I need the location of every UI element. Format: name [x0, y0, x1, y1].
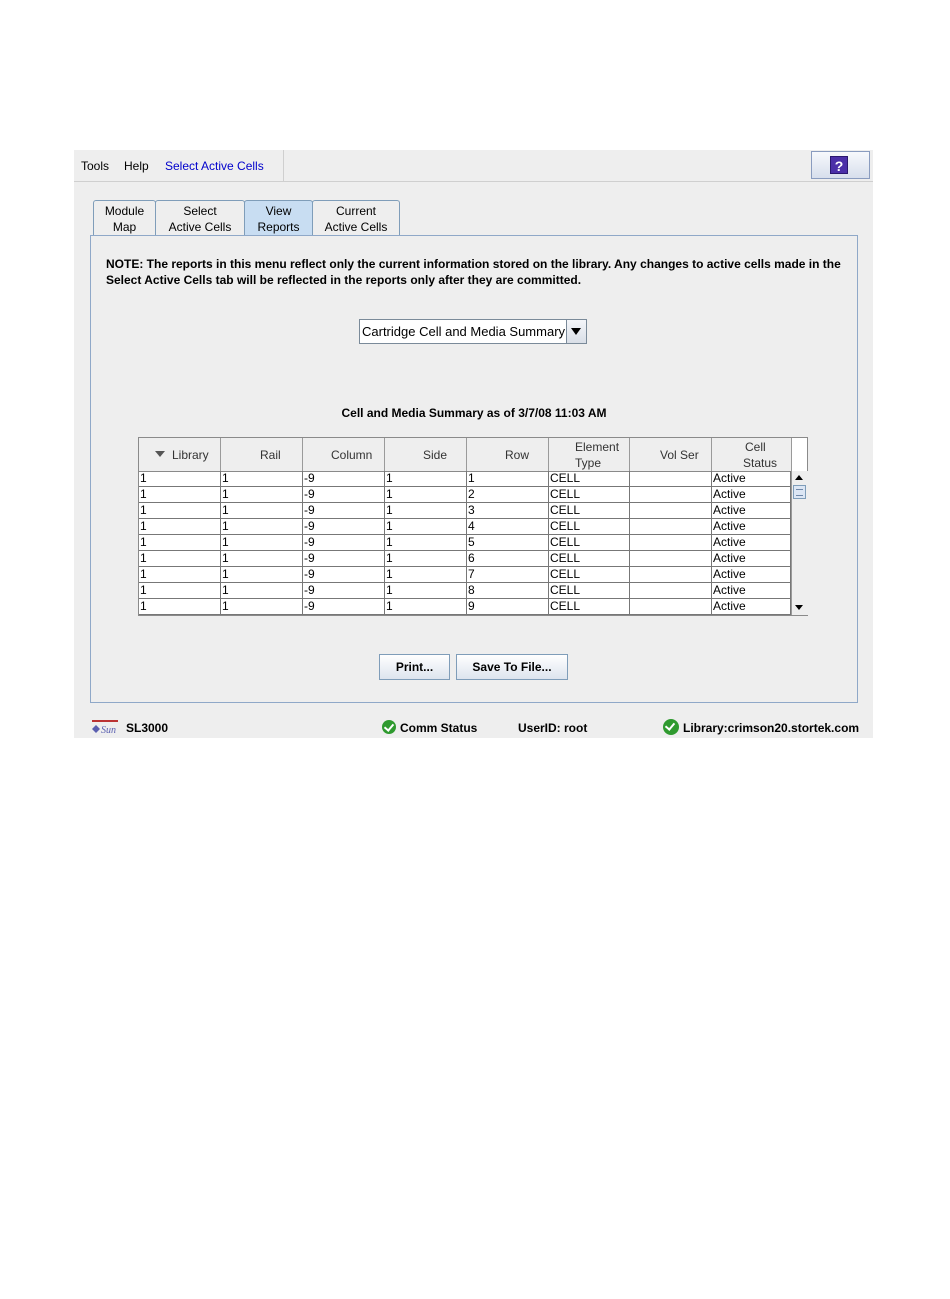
cell-vol-ser: [630, 583, 712, 599]
chevron-down-icon[interactable]: [566, 320, 586, 343]
menu-bar: [74, 150, 873, 182]
column-label: Element: [575, 440, 620, 454]
tab-label-line1: Current: [335, 204, 376, 218]
table-row[interactable]: [139, 503, 791, 519]
column-label-line2: Status: [743, 456, 778, 470]
cell-rail: 1: [221, 471, 303, 487]
column-header-element-type[interactable]: [549, 438, 630, 471]
table-row[interactable]: [139, 599, 791, 615]
cell-row: 6: [467, 551, 549, 567]
table-row[interactable]: [139, 583, 791, 599]
cell-side: 1: [385, 487, 467, 503]
column-label: Rail: [260, 448, 281, 462]
cell-side: 1: [385, 535, 467, 551]
cell-column: -9: [303, 583, 385, 599]
status-bar: [74, 718, 873, 738]
column-header-cell-status[interactable]: [712, 438, 792, 471]
cell-row: 5: [467, 535, 549, 551]
cell-side: 1: [385, 471, 467, 487]
column-label-line2: Type: [575, 456, 602, 470]
vertical-scrollbar[interactable]: [791, 471, 808, 615]
cell-row: 3: [467, 503, 549, 519]
cell-row: 9: [467, 599, 549, 615]
cell-column: -9: [303, 567, 385, 583]
report-type-select[interactable]: [359, 319, 587, 344]
tab-label-line1: Module: [104, 204, 145, 218]
cell-element-type: CELL: [549, 487, 630, 503]
menu-tools[interactable]: Tools: [81, 159, 110, 173]
cell-row: 7: [467, 567, 549, 583]
cell-vol-ser: [630, 471, 712, 487]
help-icon: ?: [830, 156, 848, 174]
menu-select-active-cells[interactable]: Select Active Cells: [165, 159, 264, 173]
cell-rail: 1: [221, 583, 303, 599]
report-table: [138, 437, 808, 616]
cell-element-type: CELL: [549, 535, 630, 551]
cell-element-type: CELL: [549, 567, 630, 583]
cell-library: 1: [139, 471, 221, 487]
cell-cell-status: Active: [712, 503, 791, 519]
cell-side: 1: [385, 551, 467, 567]
cell-side: 1: [385, 583, 467, 599]
table-row[interactable]: [139, 471, 791, 487]
tab-label-line2: Reports: [257, 220, 300, 234]
cell-cell-status: Active: [712, 567, 791, 583]
cell-row: 8: [467, 583, 549, 599]
column-label: Row: [505, 448, 530, 462]
cell-rail: 1: [221, 599, 303, 615]
cell-column: -9: [303, 471, 385, 487]
menu-help[interactable]: Help: [124, 159, 149, 173]
column-header-rail[interactable]: [221, 438, 303, 471]
menu-divider: [283, 150, 284, 181]
cell-column: -9: [303, 551, 385, 567]
cell-rail: 1: [221, 519, 303, 535]
tab-current-active-cells[interactable]: [312, 200, 400, 235]
cell-side: 1: [385, 599, 467, 615]
cell-element-type: CELL: [549, 599, 630, 615]
tab-view-reports[interactable]: [244, 200, 313, 235]
cell-library: 1: [139, 503, 221, 519]
table-row[interactable]: [139, 487, 791, 503]
cell-cell-status: Active: [712, 583, 791, 599]
cell-vol-ser: [630, 519, 712, 535]
cell-library: 1: [139, 535, 221, 551]
cell-vol-ser: [630, 503, 712, 519]
tab-select-active-cells[interactable]: [155, 200, 245, 235]
cell-column: -9: [303, 503, 385, 519]
sort-descending-icon: [155, 451, 165, 457]
comm-status[interactable]: Comm Status: [400, 721, 478, 735]
cell-library: 1: [139, 599, 221, 615]
cell-row: 4: [467, 519, 549, 535]
tab-label-line2: Active Cells: [168, 220, 232, 234]
cell-column: -9: [303, 487, 385, 503]
column-label: Side: [423, 448, 448, 462]
cell-rail: 1: [221, 487, 303, 503]
cell-side: 1: [385, 519, 467, 535]
cell-vol-ser: [630, 535, 712, 551]
print-button[interactable]: Print...: [379, 654, 450, 680]
library-status[interactable]: Library:crimson20.stortek.com: [683, 721, 860, 735]
cell-element-type: CELL: [549, 551, 630, 567]
cell-cell-status: Active: [712, 535, 791, 551]
cell-vol-ser: [630, 567, 712, 583]
cell-element-type: CELL: [549, 583, 630, 599]
cell-vol-ser: [630, 551, 712, 567]
check-icon: [382, 720, 396, 734]
column-header-library[interactable]: [139, 438, 221, 471]
cell-rail: 1: [221, 535, 303, 551]
cell-library: 1: [139, 551, 221, 567]
scroll-up-icon[interactable]: [792, 471, 807, 485]
user-id: UserID: root: [518, 721, 588, 735]
tab-label-line2: Map: [112, 220, 137, 234]
save-to-file-button[interactable]: Save To File...: [456, 654, 568, 680]
tab-module-map[interactable]: [93, 200, 156, 235]
table-row[interactable]: [139, 567, 791, 583]
app-window: [74, 150, 873, 738]
summary-title: Cell and Media Summary as of 3/7/08 11:03 AM: [341, 406, 607, 420]
cell-rail: 1: [221, 551, 303, 567]
tab-label-line1: Select: [183, 204, 217, 218]
cell-row: 1: [467, 471, 549, 487]
cell-rail: 1: [221, 503, 303, 519]
reports-panel: [90, 235, 858, 703]
reports-note: NOTE: The reports in this menu reflect only the current information stored on the library. Any changes to active cells made in the Select Active Cells tab will be reflected in the reports only after they are committed.: [106, 257, 841, 287]
column-label: Library: [172, 448, 209, 462]
cell-side: 1: [385, 503, 467, 519]
cell-vol-ser: [630, 487, 712, 503]
column-label: Column: [331, 448, 373, 462]
column-label: Vol Ser: [660, 448, 699, 462]
cell-library: 1: [139, 487, 221, 503]
cell-cell-status: Active: [712, 487, 791, 503]
cell-library: 1: [139, 519, 221, 535]
cell-column: -9: [303, 519, 385, 535]
cell-element-type: CELL: [549, 503, 630, 519]
column-header-vol-ser[interactable]: [630, 438, 712, 471]
cell-rail: 1: [221, 567, 303, 583]
table-row[interactable]: [139, 519, 791, 535]
tab-label-line1: View: [265, 204, 292, 218]
column-label: Cell: [745, 440, 766, 454]
sun-logo-icon: [90, 720, 120, 736]
cell-row: 2: [467, 487, 549, 503]
cell-column: -9: [303, 599, 385, 615]
check-icon: [663, 719, 679, 735]
cell-side: 1: [385, 567, 467, 583]
cell-element-type: CELL: [549, 519, 630, 535]
column-header-row[interactable]: [467, 438, 549, 471]
column-header-column[interactable]: [303, 438, 385, 471]
cell-vol-ser: [630, 599, 712, 615]
column-header-side[interactable]: [385, 438, 467, 471]
table-header: [139, 438, 791, 472]
product-name: SL3000: [126, 721, 169, 735]
cell-cell-status: Active: [712, 519, 791, 535]
report-type-value: Cartridge Cell and Media Summary: [362, 324, 566, 339]
cell-library: 1: [139, 567, 221, 583]
table-row[interactable]: [139, 535, 791, 551]
tab-label-line2: Active Cells: [324, 220, 388, 234]
svg-text:Sun: Sun: [101, 725, 116, 736]
scroll-down-icon[interactable]: [792, 600, 807, 614]
cell-cell-status: Active: [712, 471, 791, 487]
scroll-thumb[interactable]: [793, 485, 806, 499]
cell-cell-status: Active: [712, 599, 791, 615]
table-body: [139, 471, 791, 615]
table-row[interactable]: [139, 551, 791, 567]
cell-cell-status: Active: [712, 551, 791, 567]
help-button[interactable]: [811, 151, 870, 179]
cell-library: 1: [139, 583, 221, 599]
cell-element-type: CELL: [549, 471, 630, 487]
cell-column: -9: [303, 535, 385, 551]
